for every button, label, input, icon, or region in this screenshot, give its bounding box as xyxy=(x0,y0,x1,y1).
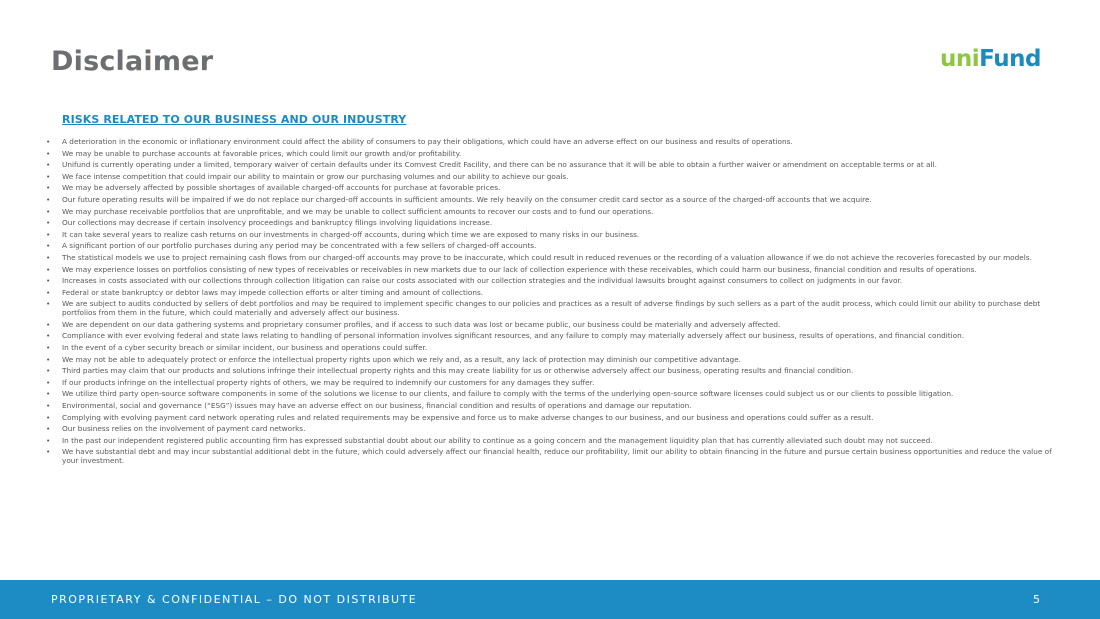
risk-list-item xyxy=(46,231,1058,240)
risk-item-text: We face intense competition that could impair our ability to maintain or grow our purchasing volumes and our ability to achieve our goals. xyxy=(62,171,569,181)
bullet-glyph: • xyxy=(46,424,51,434)
bullet-glyph: • xyxy=(46,218,51,228)
risk-list-item xyxy=(46,414,1058,423)
bullet-glyph: • xyxy=(46,183,51,193)
risk-list-item xyxy=(46,173,1058,182)
risk-item-text: Increases in costs associated with our collections through collection litigation can raise our costs associated with our collection strategies and the individual lawsuits brought against consumers to collect on judgments in our favor. xyxy=(62,276,903,286)
bullet-glyph: • xyxy=(46,252,51,262)
risk-item-text: It can take several years to realize cash returns on our investments in charged-off accounts, during which time we are exposed to many risks in our business. xyxy=(62,229,640,239)
logo-part-uni: uni xyxy=(940,46,980,72)
risk-list-item xyxy=(46,138,1058,147)
bullet-glyph: • xyxy=(46,206,51,216)
risk-list-item xyxy=(46,300,1058,318)
risk-item-text: Environmental, social and governance (“ESG”) issues may have an adverse effect on our business, financial condition and results of operations and damage our reputation. xyxy=(62,400,692,410)
risk-list-item xyxy=(46,254,1058,263)
risk-list-item xyxy=(46,379,1058,388)
risk-item-text: If our products infringe on the intellectual property rights of others, we may be required to indemnify our customers for any damages they suffer. xyxy=(62,377,595,387)
page-number: 5 xyxy=(1033,593,1040,606)
bullet-glyph: • xyxy=(46,264,51,274)
risk-list-item xyxy=(46,266,1058,275)
bullet-glyph: • xyxy=(46,241,51,251)
bullet-glyph: • xyxy=(46,366,51,376)
bullet-glyph: • xyxy=(46,435,51,445)
risk-item-text: Our future operating results will be impaired if we do not replace our charged-off accounts in sufficient amounts. We rely heavily on the consumer credit card sector as a source of the charged-off accounts that we acquire. xyxy=(62,194,872,204)
bullet-glyph: • xyxy=(46,377,51,387)
risk-item-text: Complying with evolving payment card network operating rules and related requirements may be expensive and force us to make adverse changes to our business, and our business and operations could suffer as a result. xyxy=(62,412,874,422)
risk-list-item xyxy=(46,161,1058,170)
bullet-glyph: • xyxy=(46,287,51,297)
risk-item-text: We may be unable to purchase accounts at favorable prices, which could limit our growth and/or profitability. xyxy=(62,148,462,158)
risk-list-item xyxy=(46,425,1058,434)
risk-list-item xyxy=(46,219,1058,228)
risk-item-text: A deterioration in the economic or inflationary environment could affect the ability of consumers to pay their obligations, which could have an adverse effect on our business and results of operations. xyxy=(62,137,793,146)
risk-list-item xyxy=(46,289,1058,298)
risk-item-text: We are dependent on our data gathering systems and proprietary consumer profiles, and if access to such data was lost or became public, our business could be materially and adversely affected. xyxy=(62,319,781,329)
risk-list-item xyxy=(46,184,1058,193)
risk-list-item xyxy=(46,390,1058,399)
risk-list-item xyxy=(46,321,1058,330)
bullet-glyph: • xyxy=(46,331,51,341)
bullet-glyph: • xyxy=(46,412,51,422)
bullet-glyph: • xyxy=(46,343,51,352)
risk-item-text: Our business relies on the involvement of payment card networks. xyxy=(62,424,306,434)
logo-part-fund: Fund xyxy=(979,46,1041,72)
page-title: Disclaimer xyxy=(51,46,214,77)
risk-item-text: We are subject to audits conducted by sellers of debt portfolios and may be required to implement specific changes to our policies and practices as a result of adverse findings by such sellers as a part of the audit process, which could limit our ability to purchase debt portfolios from them in the future, which could materially and adversely affect our business. xyxy=(62,299,1041,318)
unifund-logo xyxy=(940,48,1041,71)
risk-item-text: In the event of a cyber security breach or similar incident, our business and operations could suffer. xyxy=(62,343,428,352)
bullet-glyph: • xyxy=(46,319,51,329)
risk-list-item xyxy=(46,196,1058,205)
risk-list-item xyxy=(46,277,1058,286)
risk-item-text: Unifund is currently operating under a limited, temporary waiver of certain defaults under its Comvest Credit Facility, and there can be no assurance that it will be able to obtain a further waiver or amendment on acceptable terms or at all. xyxy=(62,160,937,170)
risk-item-text: Our collections may decrease if certain insolvency proceedings and bankruptcy filings involving liquidations increase. xyxy=(62,218,493,228)
risk-list-item xyxy=(46,150,1058,159)
risk-item-text: We may be adversely affected by possible shortages of available charged-off accounts for purchase at favorable prices. xyxy=(62,183,501,193)
risk-list xyxy=(46,138,1058,469)
bullet-glyph: • xyxy=(46,194,51,204)
risk-item-text: Third parties may claim that our products and solutions infringe their intellectual property rights and this may create liability for us or otherwise adversely affect our business, operating results and financial condition. xyxy=(62,366,854,376)
risk-list-item xyxy=(46,402,1058,411)
risk-list-item xyxy=(46,344,1058,353)
bullet-glyph: • xyxy=(46,137,51,146)
risk-list-item xyxy=(46,437,1058,446)
risk-item-text: We may experience losses on portfolios consisting of new types of receivables or receivables in new markets due to our lack of collection experience with these receivables, which could harm our business, financial condition and results of operations. xyxy=(62,264,977,274)
bullet-glyph: • xyxy=(46,171,51,181)
risk-item-text: In the past our independent registered public accounting firm has expressed substantial doubt about our ability to continue as a going concern and the management liquidity plan that has currently alleviated such doubt may not succeed. xyxy=(62,435,933,445)
risk-item-text: A significant portion of our portfolio purchases during any period may be concentrated with a few sellers of charged-off accounts. xyxy=(62,241,537,251)
risk-list-item xyxy=(46,367,1058,376)
risk-list-item xyxy=(46,242,1058,251)
risk-item-text: We may purchase receivable portfolios that are unprofitable, and we may be unable to collect sufficient amounts to recover our costs and to fund our operations. xyxy=(62,206,654,216)
footer-bar xyxy=(0,580,1100,619)
bullet-glyph: • xyxy=(46,354,51,364)
footer-confidential-text: PROPRIETARY & CONFIDENTIAL – DO NOT DISTRIBUTE xyxy=(51,593,418,606)
bullet-glyph: • xyxy=(46,389,51,399)
risk-list-item xyxy=(46,448,1058,466)
risk-list-item xyxy=(46,356,1058,365)
risk-item-text: We utilize third party open-source software components in some of the solutions we license to our clients, and failure to comply with the terms of the underlying open-source software licenses could subject us or our clients to possible litigation. xyxy=(62,389,954,399)
section-heading: RISKS RELATED TO OUR BUSINESS AND OUR INDUSTRY xyxy=(62,113,407,126)
bullet-glyph: • xyxy=(46,400,51,410)
bullet-glyph: • xyxy=(46,276,51,286)
risk-item-text: The statistical models we use to project remaining cash flows from our charged-off accounts may prove to be inaccurate, which could result in reduced revenues or the recording of a valuation allowance if we do not achieve the recoveries forecasted by our models. xyxy=(62,252,1032,262)
bullet-glyph: • xyxy=(46,148,51,158)
bullet-glyph: • xyxy=(46,229,51,239)
risk-list-item xyxy=(46,208,1058,217)
risk-item-text: Compliance with ever evolving federal and state laws relating to handling of personal information involves significant resources, and any failure to comply may materially adversely affect our business, results of operations, and financial condition. xyxy=(62,331,965,341)
bullet-glyph: • xyxy=(46,447,51,457)
risk-list-item xyxy=(46,332,1058,341)
risk-item-text: Federal or state bankruptcy or debtor laws may impede collection efforts or alter timing and amount of collections. xyxy=(62,287,484,297)
bullet-glyph: • xyxy=(46,299,51,309)
bullet-glyph: • xyxy=(46,160,51,170)
risk-item-text: We may not be able to adequately protect or enforce the intellectual property rights upon which we rely and, as a result, any lack of protection may diminish our competitive advantage. xyxy=(62,354,741,364)
risk-item-text: We have substantial debt and may incur substantial additional debt in the future, which could adversely affect our financial health, reduce our profitability, limit our ability to obtain financing in the future and pursue certain business opportunities and reduce the value of your investment. xyxy=(62,447,1052,466)
